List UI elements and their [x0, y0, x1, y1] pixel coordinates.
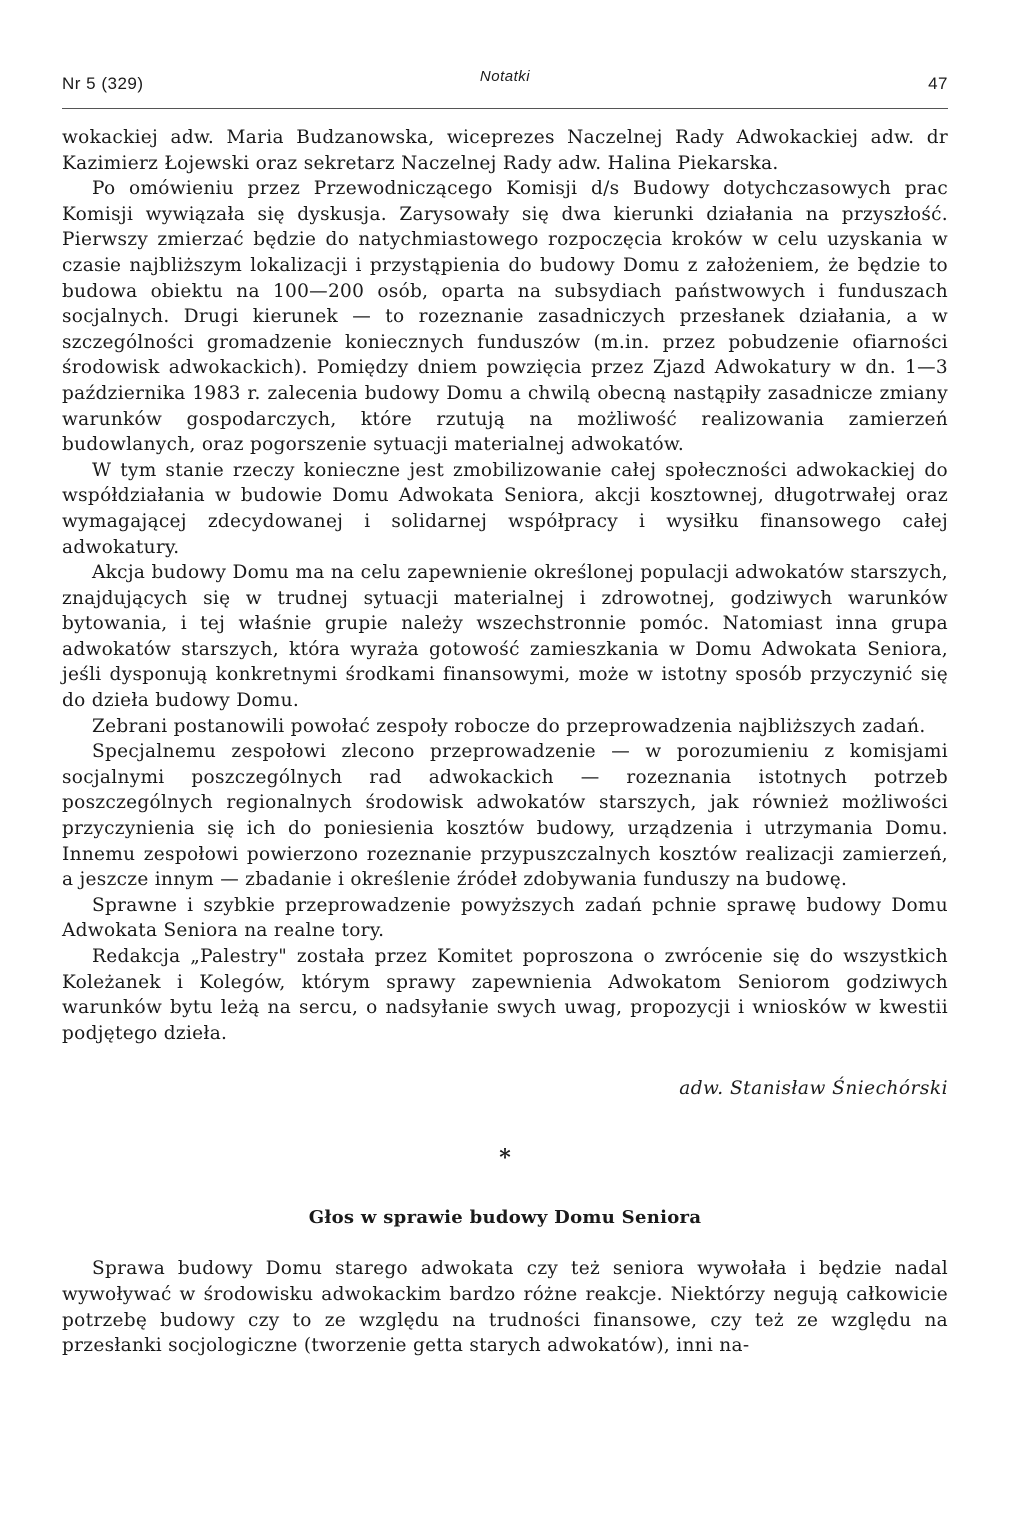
paragraph: Redakcja „Palestry" została przez Komitet poproszona o zwrócenie się do wszystkich Koleżanek i Kolegów, którym sprawy zapewnienia Adwokatom Seniorom godziwych warunków bytu leżą na sercu, o nadsyłanie swych uwag, propozycji i wniosków w kwestii podjętego dzieła. [62, 946, 948, 1044]
header-rule [62, 108, 948, 109]
section-title: Notatki [479, 68, 531, 85]
article-body [62, 125, 948, 1046]
paragraph: Specjalnemu zespołowi zlecono przeprowadzenie — w porozumieniu z komisjami socjalnymi poszczególnych rad adwokackich — rozeznania istotnych potrzeb poszczególnych regionalnych środowisk adwokatów starszych, jak również możliwości przyczynienia się ich do poniesienia kosztów budowy, urządzenia i utrzymania Domu. Innemu zespołowi powierzono rozeznanie przypuszczalnych kosztów realizacji zamierzeń, a jeszcze innym — zbadanie i określenie źródeł zdobywania funduszy na budowę. [62, 741, 948, 891]
paragraph: Zebrani postanowili powołać zespoły robocze do przeprowadzenia najbliższych zadań. [92, 715, 926, 737]
paragraph: Akcja budowy Domu ma na celu zapewnienie określonej populacji adwokatów starszych, znajdujących się w trudnej sytuacji materialnej i zdrowotnej, godziwych warunków bytowania, i tej właśnie grupie należy wszechstronnie pomóc. Natomiast inna grupa adwokatów starszych, która wyraża gotowość zamieszkania w Domu Adwokata Seniora, jeśli dysponują konkretnymi środkami finansowymi, może w istotny sposób przyczynić się do dzieła budowy Domu. [62, 562, 948, 712]
paragraph: W tym stanie rzeczy konieczne jest zmobilizowanie całej społeczności adwokackiej do współdziałania w budowie Domu Adwokata Seniora, akcji kosztownej, długotrwałej oraz wymagającej zdecydowanej i solidarnej współpracy i wysiłku finansowego całej adwokatury. [62, 459, 948, 558]
paragraph: wokackiej adw. Maria Budzanowska, wiceprezes Naczelnej Rady Adwokackiej adw. dr Kazimierz Łojewski oraz sekretarz Naczelnej Rady adw. Halina Piekarska. [62, 127, 948, 174]
section-separator: * [499, 1145, 511, 1172]
author-signature: adw. Stanisław Śniechórski [679, 1078, 948, 1100]
article-title: Głos w sprawie budowy Domu Seniora [308, 1207, 702, 1229]
paragraph: Po omówieniu przez Przewodniczącego Komisji d/s Budowy dotychczasowych prac Komisji wywiązała się dyskusja. Zarysowały się dwa kierunki działania na przyszłość. Pierwszy zmierzać będzie do natychmiastowego rozpoczęcia kroków w celu uzyskania w czasie najbliższym lokalizacji i przystąpienia do budowy Domu z założeniem, że będzie to budowa obiektu na 100—200 osób, oparta na subsydiach państwowych i funduszach socjalnych. Drugi kierunek — to rozeznanie zasadniczych przesłanek działania, a w szczególności gromadzenie koniecznych funduszów (m.in. przez pobudzenie ofiarności środowisk adwokackich). Pomiędzy dniem powzięcia przez Zjazd Adwokatury w dn. 1—3 października 1983 r. zalecenia budowy Domu a chwilą obecną nastąpiły zasadnicze zmiany warunków gospodarczych, które rzutują na możliwość realizowania zamierzeń budowlanych, oraz pogorszenie sytuacji materialnej adwokatów. [62, 178, 948, 456]
article-body-2 [62, 1256, 948, 1358]
paragraph: Sprawa budowy Domu starego adwokata czy też seniora wywołała i będzie nadal wywoływać w środowisku adwokackim bardzo różne reakcje. Niektórzy negują całkowicie potrzebę budowy czy to ze względu na trudności finansowe, czy też ze względu na przesłanki socjologiczne (tworzenie getta starych adwokatów), inni na- [62, 1258, 948, 1357]
page-number: 47 [928, 74, 948, 93]
running-header [62, 68, 948, 102]
document-page [62, 68, 948, 1359]
paragraph: Sprawne i szybkie przeprowadzenie powyższych zadań pchnie sprawę budowy Domu Adwokata Seniora na realne tory. [62, 894, 948, 942]
issue-number: Nr 5 (329) [62, 74, 144, 93]
